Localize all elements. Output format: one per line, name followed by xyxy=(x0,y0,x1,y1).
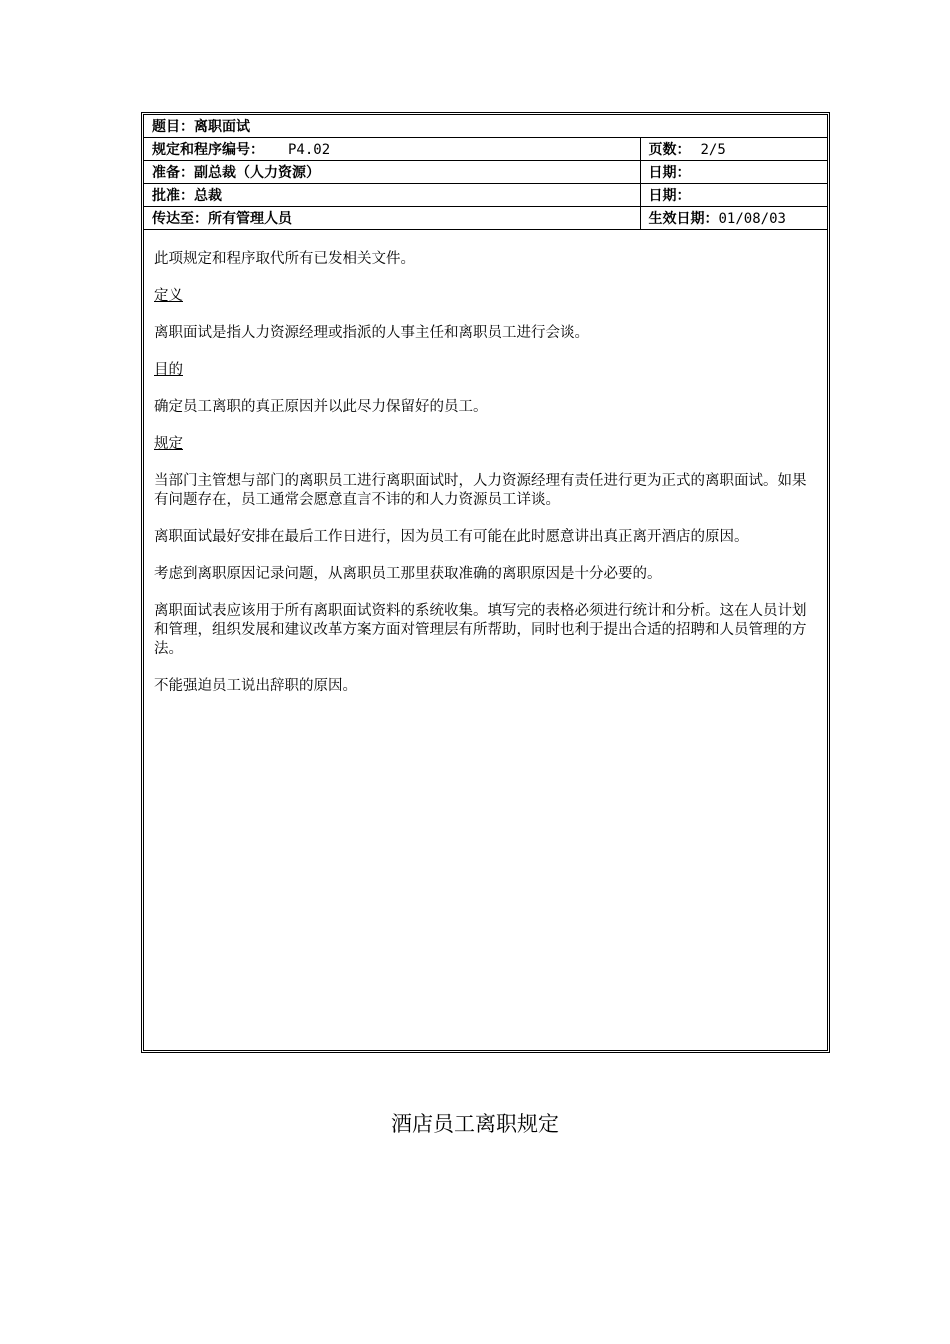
rules-heading: 规定 xyxy=(154,436,183,452)
code-cell xyxy=(144,138,640,161)
pages-cell xyxy=(640,138,827,161)
effective-label: 生效日期： xyxy=(648,211,719,227)
prepared-date-label: 日期： xyxy=(648,165,691,181)
purpose-heading: 目的 xyxy=(154,362,183,378)
rule-paragraph-2: 离职面试最好安排在最后工作日进行，因为员工有可能在此时愿意讲出真正离开酒店的原因。 xyxy=(154,529,749,545)
header-row-prepared xyxy=(144,161,827,184)
approved-label: 批准：总裁 xyxy=(152,188,222,204)
approved-date-label: 日期： xyxy=(648,188,691,204)
header-row-distribution xyxy=(144,207,827,230)
header-table xyxy=(144,115,827,230)
pages-label: 页数： xyxy=(648,142,691,158)
rule-paragraph-5: 不能强迫员工说出辞职的原因。 xyxy=(154,678,357,694)
document-frame xyxy=(141,112,830,1053)
approved-cell xyxy=(144,184,640,207)
effective-value: 01/08/03 xyxy=(718,211,786,227)
distribution-cell xyxy=(144,207,640,230)
header-row-code xyxy=(144,138,827,161)
prepared-cell xyxy=(144,161,640,184)
rule-paragraph-3: 考虑到离职原因记录问题，从离职员工那里获取准确的离职原因是十分必要的。 xyxy=(154,566,662,582)
header-row-title xyxy=(144,115,827,138)
distribution-label: 传达至：所有管理人员 xyxy=(152,211,292,227)
prepared-label: 准备：副总裁（人力资源） xyxy=(152,165,320,181)
code-label: 规定和程序编号： xyxy=(152,142,264,158)
intro-paragraph: 此项规定和程序取代所有已发相关文件。 xyxy=(154,251,415,267)
pages-value: 2/5 xyxy=(700,142,726,158)
code-value: P4.02 xyxy=(288,142,331,158)
document-body xyxy=(144,230,827,696)
header-row-approved xyxy=(144,184,827,207)
definition-heading: 定义 xyxy=(154,288,183,304)
title-cell xyxy=(144,115,827,138)
definition-paragraph: 离职面试是指人力资源经理或指派的人事主任和离职员工进行会谈。 xyxy=(154,325,589,341)
rule-paragraph-4: 离职面试表应该用于所有离职面试资料的系统收集。填写完的表格必须进行统计和分析。这在人员计划和管理，组织发展和建议改革方案方面对管理层有所帮助，同时也利于提出合适的招聘和人员管理的方法。 xyxy=(154,603,807,657)
title-label: 题目：离职面试 xyxy=(152,119,250,135)
rule-paragraph-1: 当部门主管想与部门的离职员工进行离职面试时，人力资源经理有责任进行更为正式的离职面试。如果有问题存在，员工通常会愿意直言不讳的和人力资源员工详谈。 xyxy=(154,473,807,508)
footer-title: 酒店员工离职规定 xyxy=(391,1112,559,1136)
purpose-paragraph: 确定员工离职的真正原因并以此尽力保留好的员工。 xyxy=(154,399,488,415)
prepared-date-cell xyxy=(640,161,827,184)
effective-date-cell xyxy=(640,207,827,230)
approved-date-cell xyxy=(640,184,827,207)
